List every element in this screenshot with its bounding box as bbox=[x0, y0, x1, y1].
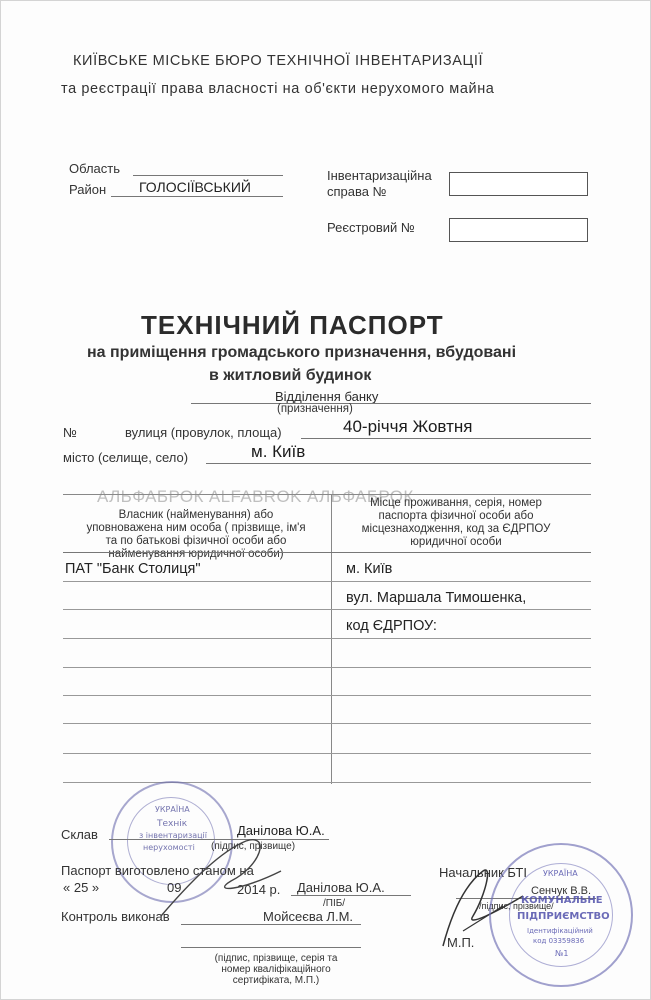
control-name: Мойсеєва Л.М. bbox=[263, 909, 354, 924]
table-top-line bbox=[63, 494, 591, 495]
city-line bbox=[206, 463, 591, 464]
table-row-line bbox=[63, 753, 591, 754]
owner-street: вул. Маршала Тимошенка, bbox=[346, 590, 527, 606]
table-divider bbox=[331, 494, 332, 784]
table-row-line bbox=[63, 609, 591, 610]
oblast-label: Область bbox=[69, 161, 121, 176]
document-subtitle-2: в житловий будинок bbox=[209, 367, 372, 384]
owner-code: код ЄДРПОУ: bbox=[346, 618, 437, 634]
made-caption: /ПІБ/ bbox=[323, 898, 346, 909]
rayon-value: ГОЛОСІЇВСЬКИЙ bbox=[139, 179, 251, 195]
made-year: 2014 р. bbox=[237, 882, 281, 897]
compiled-caption: (підпис, прізвище) bbox=[211, 841, 296, 852]
inventory-label-2: справа № bbox=[327, 184, 387, 199]
purpose-line bbox=[191, 403, 591, 404]
table-row-line bbox=[63, 782, 591, 783]
document-subtitle-1: на приміщення громадського призначення, вбудовані bbox=[87, 344, 517, 361]
watermark: АЛЬФАБРОК ALFABROK АЛЬФАБРОК bbox=[97, 487, 414, 506]
table-row-line bbox=[63, 723, 591, 724]
made-day: « 25 » bbox=[63, 880, 100, 895]
compiled-name: Данілова Ю.А. bbox=[237, 823, 325, 838]
right-round-stamp: УКРАЇНА КОМУНАЛЬНЕ ПІДПРИЄМСТВО Ідентифікаційний код 03359836 №1 bbox=[489, 843, 633, 987]
control-label: Контроль виконав bbox=[61, 909, 170, 924]
table-row-line bbox=[63, 695, 591, 696]
made-name: Данілова Ю.А. bbox=[297, 880, 385, 895]
street-label: вулиця (провулок, площа) bbox=[125, 425, 282, 440]
head-name: Сенчук В.В. bbox=[531, 885, 592, 897]
table-row-line bbox=[63, 667, 591, 668]
table-row-line bbox=[63, 638, 591, 639]
bureau-name-line1: КИЇВСЬКЕ МІСЬКЕ БЮРО ТЕХНІЧНОЇ ІНВЕНТАРИЗАЦІЇ bbox=[73, 53, 484, 69]
control-line-2 bbox=[181, 947, 361, 948]
inventory-label-1: Інвентаризаційна bbox=[327, 168, 432, 183]
made-label: Паспорт виготовлено станом на bbox=[61, 863, 254, 878]
street-line bbox=[301, 438, 591, 439]
mp-label: М.П. bbox=[447, 935, 475, 950]
document-title: ТЕХНІЧНИЙ ПАСПОРТ bbox=[141, 310, 444, 340]
owner-name: ПАТ "Банк Столиця" bbox=[65, 561, 201, 577]
table-header-line bbox=[63, 552, 591, 553]
compiled-label: Склав bbox=[61, 827, 98, 842]
inventory-number-box bbox=[449, 172, 588, 196]
head-label: Начальник БТІ bbox=[439, 865, 527, 880]
control-signature bbox=[151, 821, 301, 931]
bureau-name-line2: та реєстрації права власності на об'єкти нерухомого майна bbox=[61, 81, 495, 97]
control-caption: (підпис, прізвище, серія та номер кваліфікаційного сертифіката, М.П.) bbox=[214, 953, 338, 986]
rayon-label: Район bbox=[69, 182, 107, 197]
owner-city: м. Київ bbox=[346, 561, 393, 577]
city-value: м. Київ bbox=[251, 442, 306, 461]
address-column-header: Місце проживання, серія, номер паспорта фізичної особи або місцезнаходження, код за ЄДРПОУ юридичної особи bbox=[361, 497, 551, 548]
registry-number-box bbox=[449, 218, 588, 242]
rayon-line bbox=[111, 196, 283, 197]
purpose-caption: (призначення) bbox=[277, 403, 353, 415]
made-month: 09 bbox=[167, 880, 182, 895]
city-label: місто (селище, село) bbox=[63, 450, 189, 465]
owner-column-header: Власник (найменування) або уповноважена ним особа ( прізвище, ім'я та по батькові фізичної особи або найменування юридичної особи) bbox=[86, 509, 306, 560]
oblast-line bbox=[133, 175, 283, 176]
left-round-stamp: УКРАЇНА Технік з інвентаризації нерухомості bbox=[111, 781, 233, 903]
registry-label: Реєстровий № bbox=[327, 220, 415, 235]
table-row-line bbox=[63, 581, 591, 582]
made-name-line bbox=[291, 895, 411, 896]
street-value: 40-річчя Жовтня bbox=[343, 417, 473, 436]
number-label: № bbox=[63, 425, 77, 440]
purpose-value: Відділення банку bbox=[275, 389, 379, 404]
head-caption: /підпис, прізвище/ bbox=[479, 901, 554, 911]
